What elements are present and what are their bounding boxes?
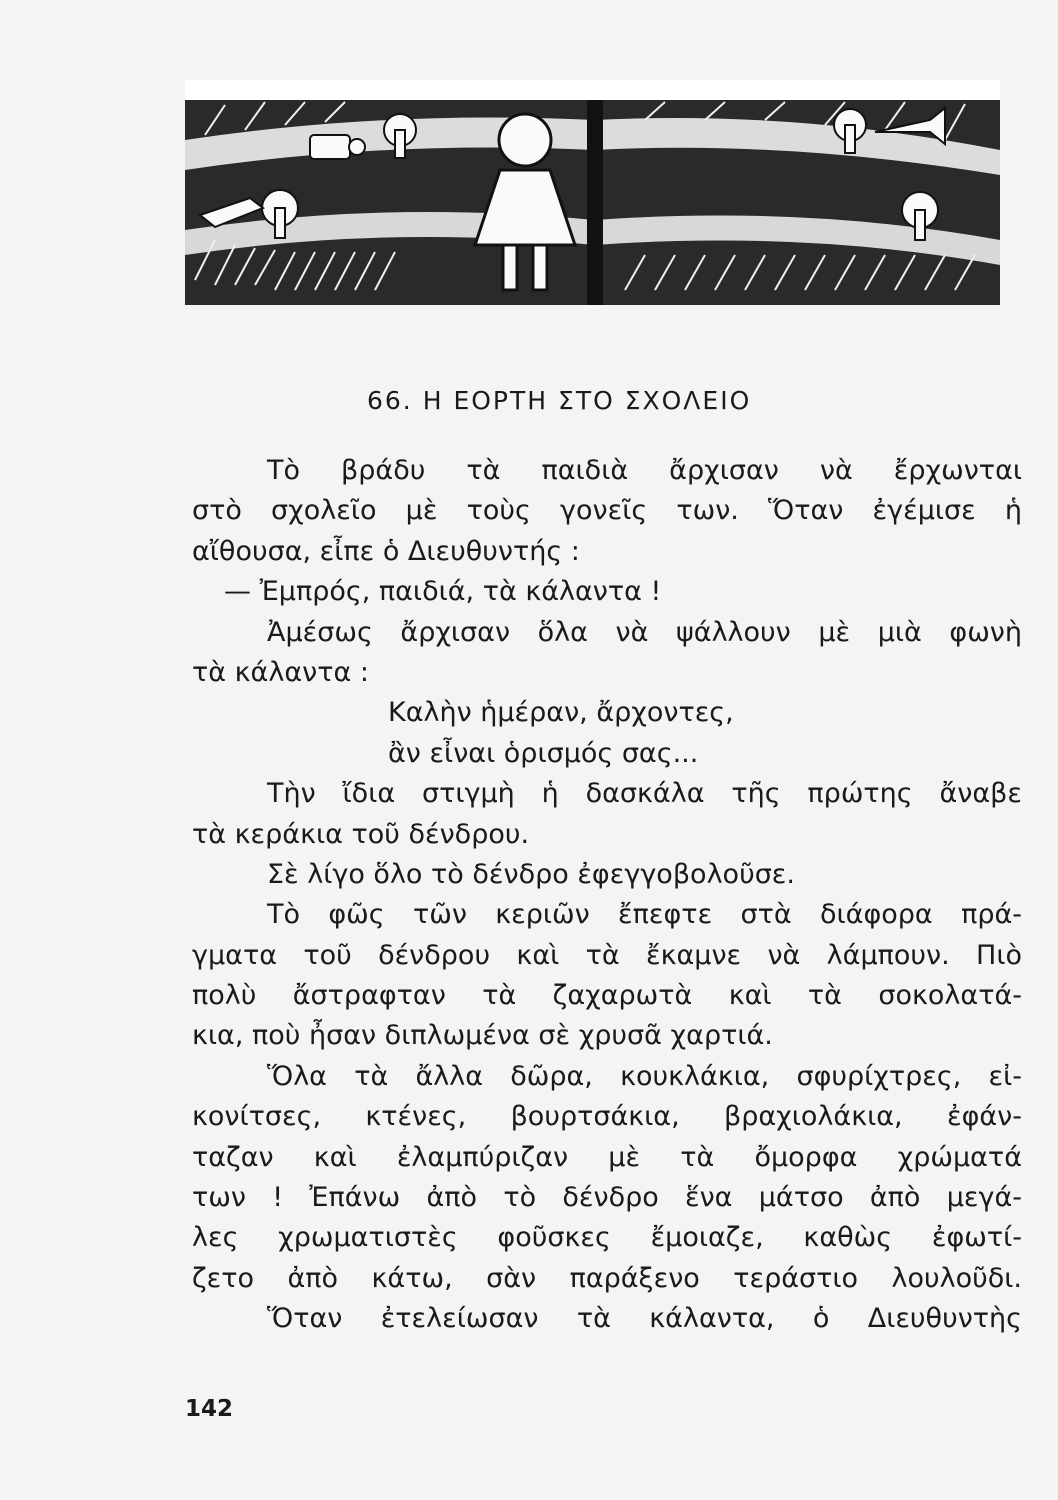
text-line: τὰ κεράκια τοῦ δένδρου. (192, 818, 530, 850)
text-line: Τὸ βράδυ τὰ παιδιὰ ἄρχισαν νὰ ἔρχωνται (267, 455, 1022, 486)
body-text (192, 451, 1022, 1340)
text-line: Σὲ λίγο ὅλο τὸ δένδρο ἐφεγγοβολοῦσε. (267, 858, 795, 890)
verse-line: ἂν εἶναι ὁρισμός σας... (388, 737, 699, 769)
text-line: Ἀμέσως ἄρχισαν ὅλα νὰ ψάλλουν μὲ μιὰ φωνὴ (267, 616, 1022, 648)
text-line: λες χρωματιστὲς φοῦσκες ἔμοιαζε, καθὼς ἐφωτί- (192, 1222, 1022, 1254)
text-line: γματα τοῦ δένδρου καὶ τὰ ἔκαμνε νὰ λάμπουν. Πιὸ (192, 939, 1022, 971)
text-line: ταζαν καὶ ἐλαμπύριζαν μὲ τὰ ὄμορφα χρώματά (192, 1141, 1022, 1173)
text-line: κονίτσες, κτένες, βουρτσάκια, βραχιολάκια, ἐφάν- (192, 1101, 1022, 1133)
text-line: πολὺ ἄστραφταν τὰ ζαχαρωτὰ καὶ τὰ σοκολατά- (192, 980, 1022, 1012)
christmas-tree-woodcut-illustration (185, 80, 1000, 305)
text-line: Τὸ φῶς τῶν κεριῶν ἔπεφτε στὰ διάφορα πρά- (267, 899, 1022, 931)
page-title: 66. Η ΕΟΡΤΗ ΣΤΟ ΣΧΟΛΕΙΟ (367, 386, 752, 415)
text-line: Ὅταν ἐτελείωσαν τὰ κάλαντα, ὁ Διευθυντὴς (267, 1303, 1022, 1335)
text-line: στὸ σχολεῖο μὲ τοὺς γονεῖς των. Ὅταν ἐγέμισε ἡ (192, 495, 1022, 527)
page-number: 142 (185, 1396, 234, 1422)
verse-line: Καλὴν ἡμέραν, ἄρχοντες, (388, 697, 734, 729)
text-line: αἴθουσα, εἶπε ὁ Διευθυντής : (192, 535, 580, 567)
text-line: των ! Ἐπάνω ἀπὸ τὸ δένδρο ἕνα μάτσο ἀπὸ μεγά- (192, 1182, 1022, 1214)
text-line: ζετο ἀπὸ κάτω, σὰν παράξενο τεράστιο λουλοῦδι. (192, 1262, 1022, 1294)
cannon-icon (310, 135, 365, 159)
text-line: τὰ κάλαντα : (192, 656, 369, 688)
text-line: Ὅλα τὰ ἄλλα δῶρα, κουκλάκια, σφυρίχτρες, εἰ- (267, 1060, 1022, 1092)
text-line: κια, ποὺ ἦσαν διπλωμένα σὲ χρυσᾶ χαρτιά. (192, 1020, 773, 1052)
text-line: — Ἐμπρός, παιδιά, τὰ κάλαντα ! (224, 576, 662, 608)
text-line: Τὴν ἴδια στιγμὴ ἡ δασκάλα τῆς πρώτης ἄναβε (267, 778, 1022, 810)
